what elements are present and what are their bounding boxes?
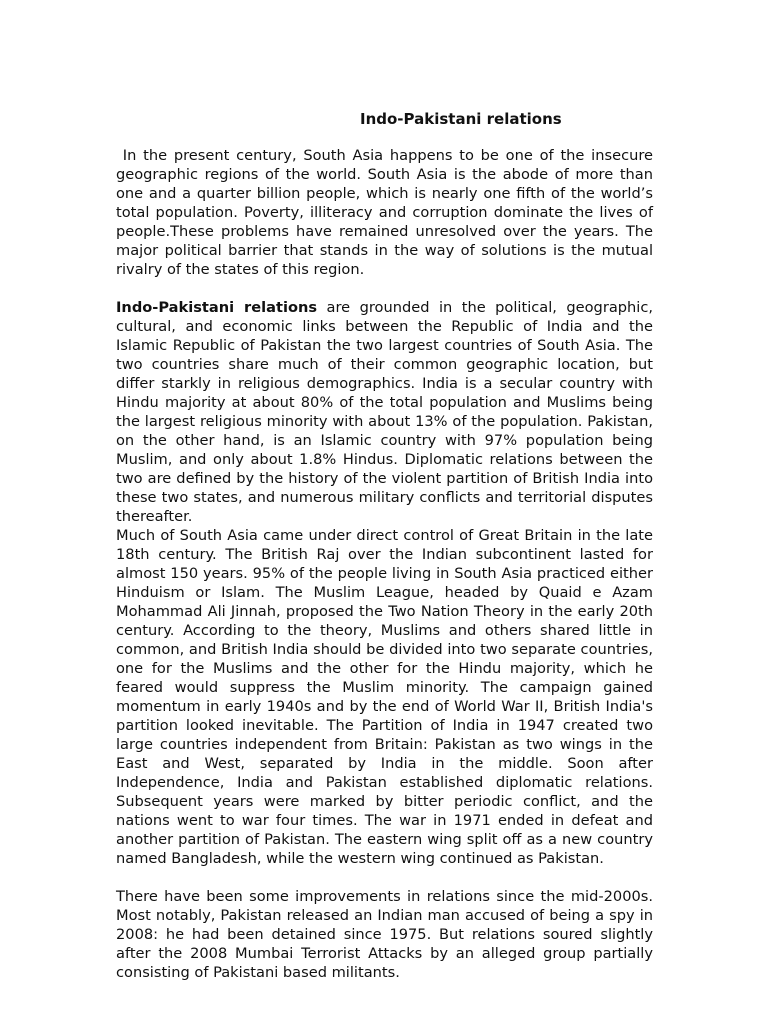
paragraph-history [116,526,653,868]
paragraph-intro [116,146,653,279]
paragraph-relations-lead: Indo-Pakistani relations [116,299,318,316]
paragraph-intro-text: In the present century, South Asia happens to be one of the insecure geographic regions of the world. South Asia is the abode of more than one and a quarter billion people, which is nearly one fifth of the world’s total population. Poverty, illiteracy and corruption dominate the lives of people.These problems have remained unresolved over the years. The major political barrier that stands in the way of solutions is the mutual rivalry of the states of this region. [116,147,653,278]
paragraph-improvements [116,887,653,982]
document-body [116,146,653,982]
document-title: Indo-Pakistani relations [360,110,562,128]
paragraph-improvements-text: There have been some improvements in relations since the mid-2000s. Most notably, Pakistan released an Indian man accused of being a spy in 2008: he had been detained since 1975. But relations soured slightly after the 2008 Mumbai Terrorist Attacks by an alleged group partially consisting of Pakistani based militants. [116,888,653,981]
paragraph-relations [116,298,653,526]
paragraph-history-text: Much of South Asia came under direct control of Great Britain in the late 18th century. The British Raj over the Indian subcontinent lasted for almost 150 years. 95% of the people living in South Asia practiced either Hinduism or Islam. The Muslim League, headed by Quaid e Azam Mohammad Ali Jinnah, proposed the Two Nation Theory in the early 20th century. According to the theory, Muslims and others shared little in common, and British India should be divided into two separate countries, one for the Muslims and the other for the Hindu majority, which he feared would suppress the Muslim minority. The campaign gained momentum in early 1940s and by the end of World War II, British India's partition looked inevitable. The Partition of India in 1947 created two large countries independent from Britain: Pakistan as two wings in the East and West, separated by India in the middle. Soon after Independence, India and Pakistan established diplomatic relations. Subsequent years were marked by bitter periodic conflict, and the nations went to war four times. The war in 1971 ended in defeat and another partition of Pakistan. The eastern wing split off as a new country named Bangladesh, while the western wing continued as Pakistan. [116,527,653,867]
paragraph-relations-text: are grounded in the political, geographic, cultural, and economic links between the Republic of India and the Islamic Republic of Pakistan the two largest countries of South Asia. The two countries share much of their common geographic location, but differ starkly in religious demographics. India is a secular country with Hindu majority at about 80% of the total population and Muslims being the largest religious minority with about 13% of the population. Pakistan, on the other hand, is an Islamic country with 97% population being Muslim, and only about 1.8% Hindus. Diplomatic relations between the two are defined by the history of the violent partition of British India into these two states, and numerous military conflicts and territorial disputes thereafter. [116,299,653,525]
